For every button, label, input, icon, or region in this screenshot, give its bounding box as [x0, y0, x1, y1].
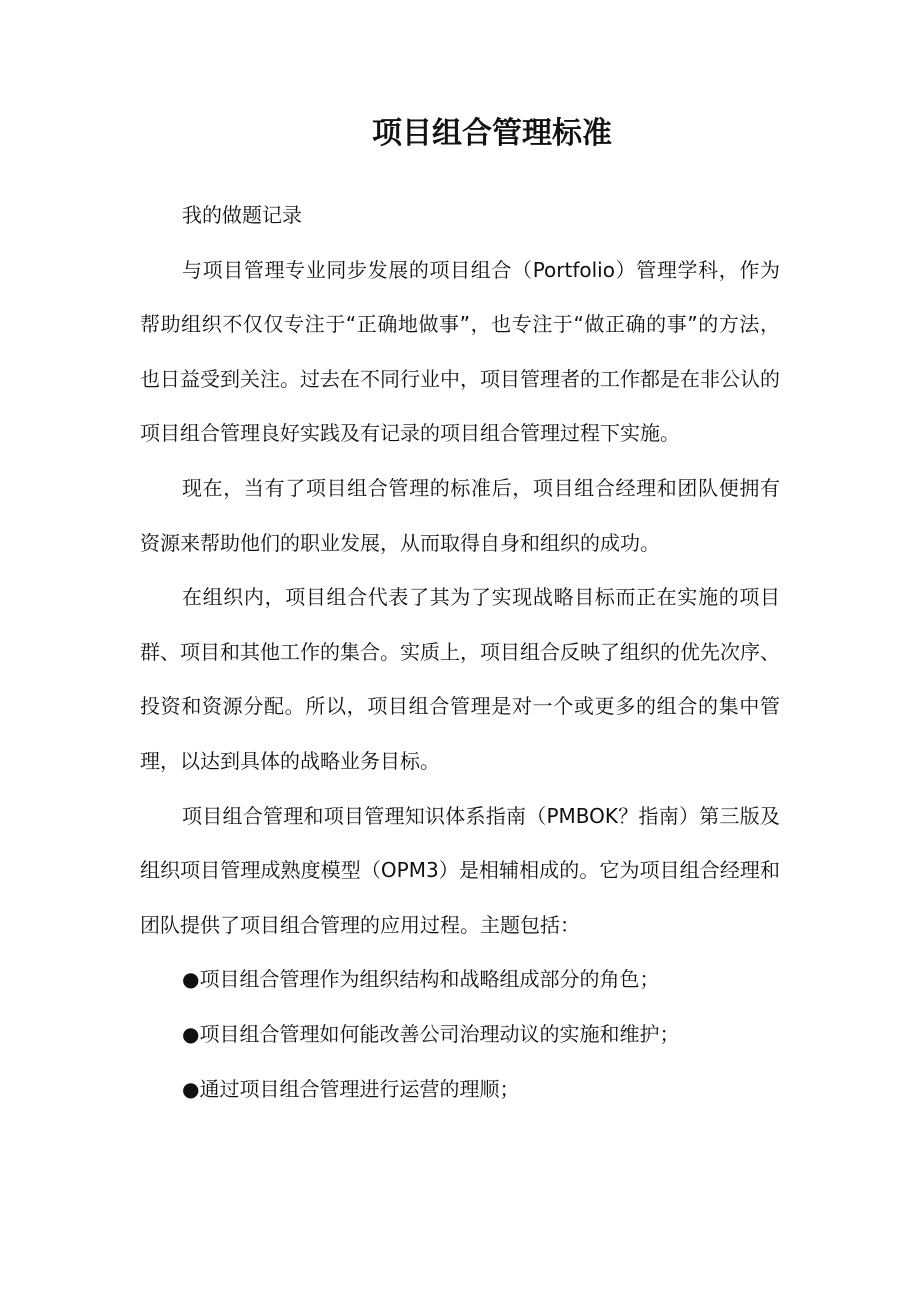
bullet-item: ●项目组合管理作为组织结构和战略组成部分的角色； — [182, 967, 660, 992]
bullet-item: ●项目组合管理如何能改善公司治理动议的实施和维护； — [182, 1021, 680, 1046]
bullet-item: ●通过项目组合管理进行运营的理顺； — [182, 1076, 520, 1101]
paragraph-portfolio-definition: 在组织内，项目组合代表了其为了实现战略目标而正在实施的项目群、项目和其他工作的集合。实质上，项目组合反映了组织的优先次序、投资和资源分配。所以，项目组合管理是对一个或更多的组合的集中管理，以达到具体的战略业务目标。 — [140, 585, 780, 773]
paragraph-pmbok-opm3: 项目组合管理和项目管理知识体系指南（PMBOK？指南）第三版及组织项目管理成熟度模型（OPM3）是相辅相成的。它为项目组合经理和团队提供了项目组合管理的应用过程。主题包括： — [140, 803, 780, 937]
paragraph-intro: 与项目管理专业同步发展的项目组合（Portfolio）管理学科，作为帮助组织不仅仅专注于“正确地做事”，也专注于“做正确的事”的方法，也日益受到关注。过去在不同行业中，项目管理者的工作都是在非公认的项目组合管理良好实践及有记录的项目组合管理过程下实施。 — [140, 257, 780, 446]
document-title: 项目组合管理标准 — [372, 116, 612, 151]
document-body — [140, 188, 780, 1116]
paragraph-record-heading: 我的做题记录 — [182, 203, 302, 227]
paragraph-standard: 现在，当有了项目组合管理的标准后，项目组合经理和团队便拥有资源来帮助他们的职业发展，从而取得自身和组织的成功。 — [140, 475, 780, 555]
